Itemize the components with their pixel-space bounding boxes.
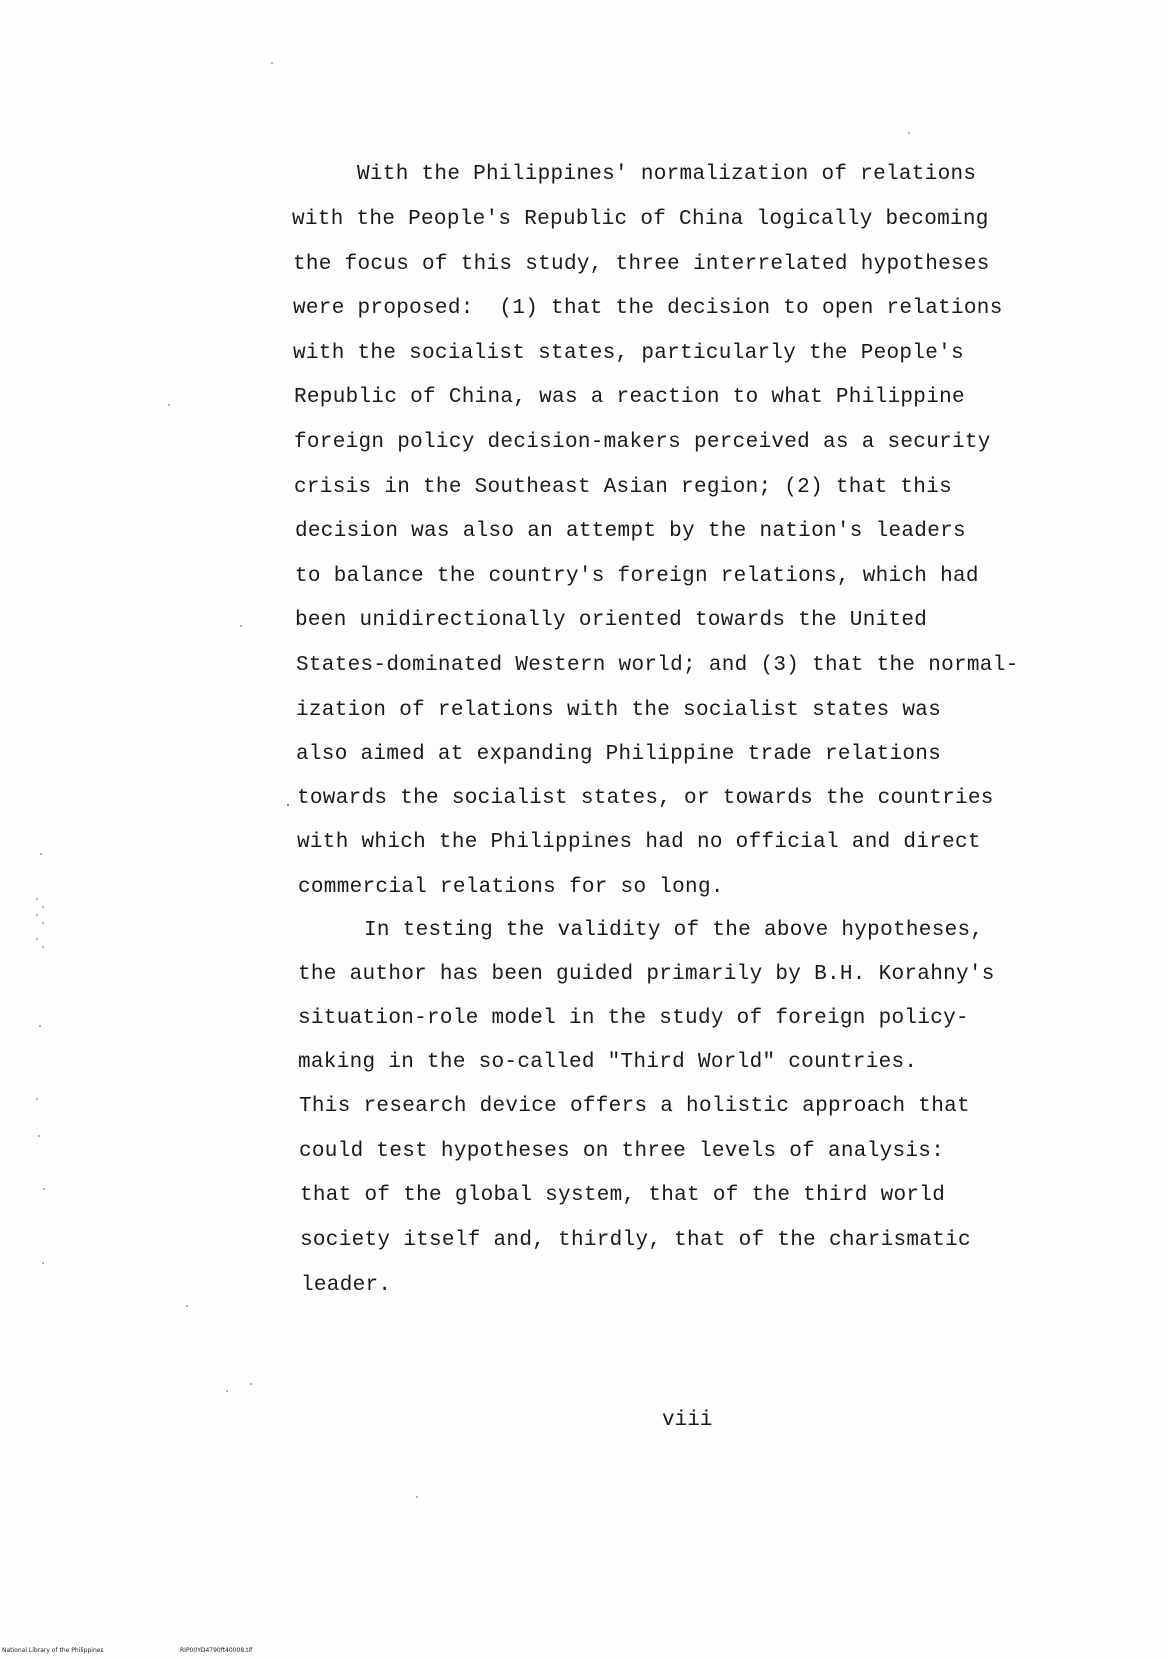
page-number: viii <box>662 1409 713 1432</box>
scan-speck <box>287 804 289 806</box>
paragraph-2-line-3: situation-role model in the study of foreign policy- <box>298 1007 969 1030</box>
paragraph-2-line-8: society itself and, thirdly, that of the charismatic <box>300 1229 971 1252</box>
scan-speck <box>416 1496 418 1498</box>
paragraph-1-line-12: States-dominated Western world; and (3) that the normal- <box>296 654 1019 677</box>
paragraph-2-line-6: could test hypotheses on three levels of analysis: <box>299 1140 945 1163</box>
scan-speck <box>168 404 170 406</box>
scan-speck <box>43 1188 45 1190</box>
paragraph-2-line-9: leader. <box>301 1274 392 1297</box>
paragraph-1-line-7: foreign policy decision-makers perceived as a security <box>294 431 991 454</box>
paragraph-1-line-3: the focus of this study, three interrelated hypotheses <box>293 253 990 276</box>
paragraph-1-line-17: commercial relations for so long. <box>298 876 724 899</box>
scan-speck <box>36 938 38 940</box>
scan-speck <box>42 946 44 948</box>
scan-speck <box>186 1305 188 1307</box>
scan-speck <box>226 1390 228 1392</box>
scan-speck <box>240 625 242 627</box>
paragraph-2-line-2: the author has been guided primarily by B.H. Korahny's <box>298 963 995 986</box>
scan-speck <box>36 1098 38 1100</box>
paragraph-1-line-10: to balance the country's foreign relations, which had <box>295 565 979 588</box>
paragraph-1-line-1: With the Philippines' normalization of relations <box>357 163 977 186</box>
paragraph-1-line-4: were proposed: (1) that the decision to open relations <box>293 297 1003 320</box>
scan-speck <box>42 922 44 924</box>
scan-speck <box>38 1135 40 1137</box>
paragraph-1-line-15: towards the socialist states, or towards the countries <box>297 787 994 810</box>
paragraph-2-line-1: In testing the validity of the above hypotheses, <box>364 919 984 942</box>
scan-speck <box>42 906 44 908</box>
paragraph-1-line-14: also aimed at expanding Philippine trade relations <box>296 743 942 766</box>
paragraph-1-line-16: with which the Philippines had no official and direct <box>297 831 981 854</box>
paragraph-1-line-5: with the socialist states, particularly the People's <box>293 342 964 365</box>
paragraph-2-line-7: that of the global system, that of the third world <box>300 1184 946 1207</box>
paragraph-2-line-4: making in the so-called "Third World" countries. <box>298 1051 918 1074</box>
scan-speck <box>40 853 42 855</box>
scan-speck <box>36 898 38 900</box>
paragraph-1-line-2: with the People's Republic of China logically becoming <box>292 208 989 231</box>
paragraph-1-line-6: Republic of China, was a reaction to what Philippine <box>294 386 965 409</box>
footer-reference: RIP00YD4790ft40008.tif <box>180 1647 253 1654</box>
paragraph-1-line-8: crisis in the Southeast Asian region; (2) that this <box>294 476 953 499</box>
scan-speck <box>908 132 910 134</box>
paragraph-2-line-5: This research device offers a holistic approach that <box>299 1095 970 1118</box>
scan-speck <box>39 1025 41 1027</box>
paragraph-1-line-9: decision was also an attempt by the nation's leaders <box>295 520 966 543</box>
scan-speck <box>271 62 273 64</box>
footer-source: National Library of the Philippines <box>2 1647 104 1654</box>
scan-speck <box>36 914 38 916</box>
paragraph-1-line-11: been unidirectionally oriented towards the United <box>295 609 928 632</box>
scan-speck <box>42 1262 44 1264</box>
paragraph-1-line-13: ization of relations with the socialist states was <box>296 699 942 722</box>
scan-speck <box>250 1383 252 1385</box>
